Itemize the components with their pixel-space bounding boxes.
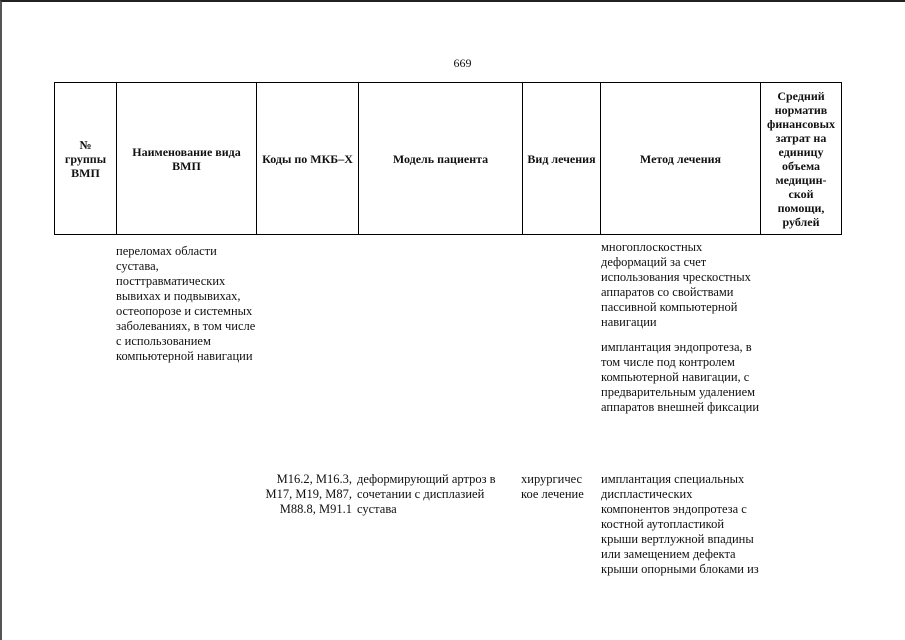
header-patient-model: Модель пациента: [359, 83, 523, 235]
method-text-2: имплантация эндопротеза, в том числе под контролем компьютерной навигации, с предварительным удалением аппаратов внешней фиксации: [601, 340, 760, 414]
table-header: [54, 82, 842, 235]
header-average-cost: Средний норматив финансовых затрат на единицу объема медицин-ской помощи, рублей: [761, 83, 842, 235]
page-number: 669: [453, 56, 472, 70]
treatment-type-text: хирургичес кое лечение: [521, 472, 584, 501]
patient-model-text: деформирующий артроз в сочетании с дисплазией сустава: [357, 472, 496, 516]
header-vmp-name: Наименование вида ВМП: [117, 83, 257, 235]
method-text-1: многоплоскостных деформаций за счет использования чрескостных аппаратов со свойствами пассивной компьютерной навигации: [601, 240, 751, 329]
method-text-3: имплантация специальных диспластических компонентов эндопротеза с костной аутопластикой крыши вертлужной впадины или замещением дефекта крыши опорными блоками из: [601, 472, 759, 576]
vmp-name-text: переломах области сустава, посттравматических вывихах и подвывихах, остеопорозе и системных заболеваниях, в том числе с использованием компьютерной навигации: [116, 244, 256, 363]
header-group-number: № группы ВМП: [55, 83, 117, 235]
header-treatment-method: Метод лечения: [601, 83, 761, 235]
header-row: [55, 83, 842, 235]
icd-codes-text: M16.2, M16.3, M17, M19, M87, M88.8, M91.1: [265, 472, 352, 516]
header-treatment-type: Вид лечения: [523, 83, 601, 235]
header-icd-codes: Коды по МКБ–Х: [257, 83, 359, 235]
